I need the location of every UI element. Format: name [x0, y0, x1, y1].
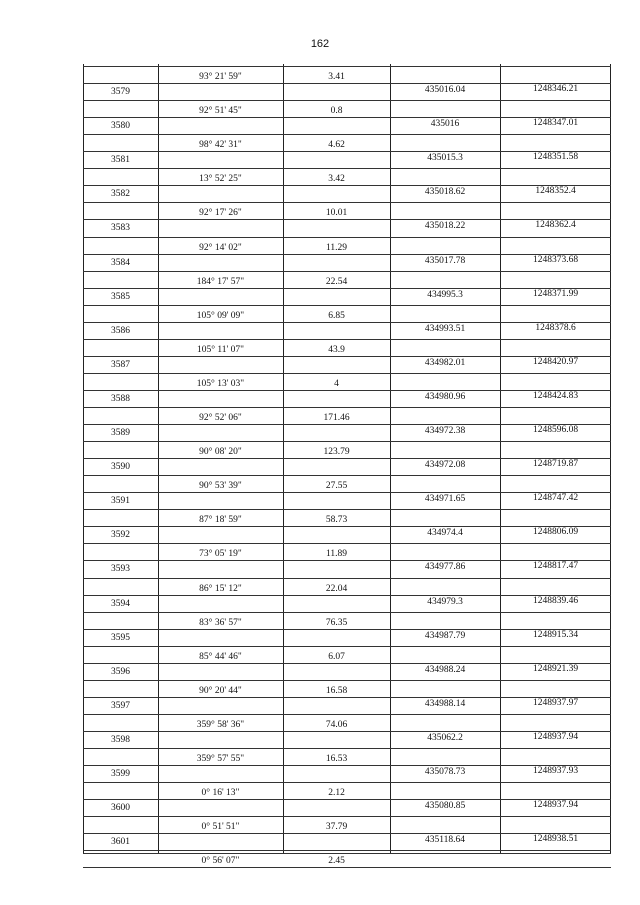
segment-length: 4.62 — [328, 140, 345, 151]
row-border — [83, 680, 611, 681]
page-number: 162 — [310, 38, 330, 50]
row-border — [83, 509, 611, 510]
segment-length: 2.12 — [328, 788, 345, 799]
coordinate-x: 435080.85 — [424, 801, 466, 812]
bearing-angle: 90° 20' 44" — [199, 685, 242, 696]
segment-length: 74.06 — [325, 719, 348, 730]
bearing-angle: 0° 56' 07" — [201, 856, 240, 867]
coordinate-y: 1248351.58 — [532, 152, 579, 163]
point-id: 3599 — [111, 769, 130, 779]
segment-length: 4 — [334, 378, 339, 389]
row-border — [83, 612, 611, 613]
row-border — [83, 237, 611, 238]
coordinate-x: 434988.14 — [424, 698, 466, 709]
bearing-angle: 92° 14' 02" — [199, 242, 242, 253]
segment-length: 123.79 — [323, 447, 350, 458]
coordinate-x: 434971.65 — [424, 494, 466, 505]
segment-length: 22.54 — [325, 276, 348, 287]
point-id: 3579 — [111, 87, 130, 97]
point-id: 3598 — [111, 734, 130, 745]
bearing-angle: 85° 44' 46" — [199, 651, 242, 662]
bearing-angle: 92° 52' 06" — [199, 413, 242, 423]
segment-length: 171.46 — [323, 413, 350, 423]
point-id: 3589 — [111, 428, 130, 438]
point-id: 3592 — [111, 530, 130, 541]
point-id: 3588 — [111, 393, 130, 404]
coordinate-x: 435017.78 — [424, 255, 466, 266]
coordinate-x: 435015.3 — [427, 153, 463, 164]
coordinate-y: 1248839.46 — [532, 595, 579, 606]
bearing-angle: 73° 05' 19" — [199, 549, 242, 560]
coordinate-y: 1248937.94 — [532, 731, 579, 742]
point-id: 3593 — [111, 564, 130, 575]
coordinate-y: 1248806.09 — [532, 527, 579, 538]
point-id: 3581 — [111, 155, 130, 166]
coordinate-y: 1248424.83 — [532, 390, 579, 401]
point-id: 3594 — [111, 598, 130, 609]
row-border — [83, 441, 611, 442]
row-border — [83, 339, 611, 340]
coordinate-x: 434979.3 — [427, 596, 463, 607]
coordinate-x: 435018.22 — [424, 221, 466, 232]
coordinate-y: 1248420.97 — [532, 356, 579, 367]
coordinate-table — [83, 64, 611, 867]
point-id: 3584 — [111, 257, 130, 268]
coordinate-y: 1248596.08 — [532, 425, 579, 435]
row-border — [83, 475, 611, 476]
segment-length: 11.89 — [325, 549, 348, 560]
row-border — [83, 373, 611, 374]
coordinate-x: 434972.08 — [424, 460, 466, 471]
point-id: 3585 — [111, 291, 130, 302]
point-id: 3597 — [111, 700, 130, 711]
bearing-angle: 184° 17' 57" — [196, 276, 245, 287]
point-id: 3582 — [111, 189, 130, 200]
bearing-angle: 105° 09' 09" — [196, 310, 245, 321]
table-bottom-border — [83, 853, 611, 854]
coordinate-y: 1248747.42 — [532, 493, 579, 504]
coordinate-y: 1248347.01 — [532, 118, 579, 129]
segment-length: 6.07 — [328, 651, 345, 662]
coordinate-x: 434993.51 — [424, 323, 466, 334]
coordinate-x: 435062.2 — [427, 732, 463, 743]
coordinate-y: 1248817.47 — [532, 561, 579, 572]
coordinate-y: 1248371.99 — [532, 288, 579, 299]
segment-length: 10.01 — [325, 208, 348, 219]
coordinate-x: 434995.3 — [427, 289, 463, 300]
bearing-angle: 13° 52' 25" — [199, 174, 242, 185]
segment-length: 22.04 — [325, 583, 348, 594]
row-border — [83, 168, 611, 169]
row-border — [83, 134, 611, 135]
segment-length: 43.9 — [328, 344, 345, 355]
row-border — [83, 271, 611, 272]
segment-length: 2.45 — [328, 856, 345, 867]
coordinate-y: 1248378.6 — [535, 322, 576, 333]
bearing-angle: 359° 58' 36" — [196, 719, 245, 730]
segment-length: 16.58 — [325, 685, 348, 696]
point-id: 3596 — [111, 666, 130, 677]
coordinate-x: 434988.24 — [424, 664, 466, 675]
coordinate-x: 434982.01 — [424, 357, 466, 368]
coordinate-y: 1248373.68 — [532, 254, 579, 265]
row-border — [83, 867, 611, 868]
coordinate-y: 1248346.21 — [532, 84, 579, 94]
row-border — [83, 66, 611, 67]
segment-length: 6.85 — [328, 310, 345, 321]
point-id: 3591 — [111, 496, 130, 507]
bearing-angle: 90° 53' 39" — [199, 481, 242, 492]
row-border — [83, 816, 611, 817]
point-id: 3601 — [111, 837, 130, 848]
coordinate-x: 435018.62 — [424, 187, 466, 198]
row-border — [83, 646, 611, 647]
bearing-angle: 0° 51' 51" — [201, 822, 240, 833]
coordinate-y: 1248915.34 — [532, 629, 579, 640]
coordinate-x: 435118.64 — [424, 835, 466, 846]
coordinate-y: 1248921.39 — [532, 663, 579, 674]
segment-length: 3.41 — [328, 72, 345, 82]
bearing-angle: 87° 18' 59" — [199, 515, 242, 526]
bearing-angle: 86° 15' 12" — [199, 583, 242, 594]
segment-length: 0.8 — [330, 106, 343, 117]
segment-length: 58.73 — [325, 515, 348, 526]
row-border — [83, 748, 611, 749]
coordinate-x: 434977.86 — [424, 562, 466, 573]
coordinate-x: 435078.73 — [424, 767, 466, 777]
point-id: 3583 — [111, 223, 130, 234]
coordinate-y: 1248352.4 — [535, 186, 576, 197]
coordinate-y: 1248938.51 — [532, 834, 579, 845]
bearing-angle: 105° 13' 03" — [196, 378, 245, 389]
point-id: 3587 — [111, 359, 130, 370]
row-border — [83, 202, 611, 203]
row-border — [83, 407, 611, 408]
bearing-angle: 83° 36' 57" — [199, 617, 242, 628]
point-id: 3600 — [111, 803, 130, 814]
coordinate-y: 1248937.97 — [532, 697, 579, 708]
row-border — [83, 578, 611, 579]
point-id: 3595 — [111, 632, 130, 643]
bearing-angle: 105° 11' 07" — [196, 344, 245, 355]
row-border — [83, 305, 611, 306]
row-border — [83, 714, 611, 715]
row-border — [83, 100, 611, 101]
bearing-angle: 90° 08' 20" — [199, 447, 242, 458]
coordinate-x: 434972.38 — [424, 426, 466, 436]
segment-length: 27.55 — [325, 481, 348, 492]
coordinate-x: 434974.4 — [427, 528, 463, 539]
bearing-angle: 359° 57' 55" — [196, 754, 245, 764]
row-border — [83, 782, 611, 783]
coordinate-x: 435016.04 — [424, 85, 466, 95]
coordinate-x: 434980.96 — [424, 391, 466, 402]
bearing-angle: 98° 42' 31" — [199, 140, 242, 151]
coordinate-x: 434987.79 — [424, 630, 466, 641]
point-id: 3586 — [111, 325, 130, 336]
row-border — [83, 850, 611, 851]
coordinate-y: 1248362.4 — [535, 220, 576, 231]
bearing-angle: 92° 17' 26" — [199, 208, 242, 219]
segment-length: 16.53 — [325, 754, 348, 764]
bearing-angle: 93° 21' 59" — [199, 72, 242, 82]
row-border — [83, 543, 611, 544]
point-id: 3580 — [111, 121, 130, 132]
point-id: 3590 — [111, 462, 130, 473]
coordinate-y: 1248719.87 — [532, 459, 579, 470]
coordinate-x: 435016 — [430, 119, 460, 130]
coordinate-y: 1248937.93 — [532, 766, 579, 776]
bearing-angle: 0° 16' 13" — [201, 788, 240, 799]
segment-length: 3.42 — [328, 174, 345, 185]
segment-length: 37.79 — [325, 822, 348, 833]
bearing-angle: 92° 51' 45" — [199, 106, 242, 117]
segment-length: 11.29 — [325, 242, 348, 253]
segment-length: 76.35 — [325, 617, 348, 628]
coordinate-y: 1248937.94 — [532, 800, 579, 811]
